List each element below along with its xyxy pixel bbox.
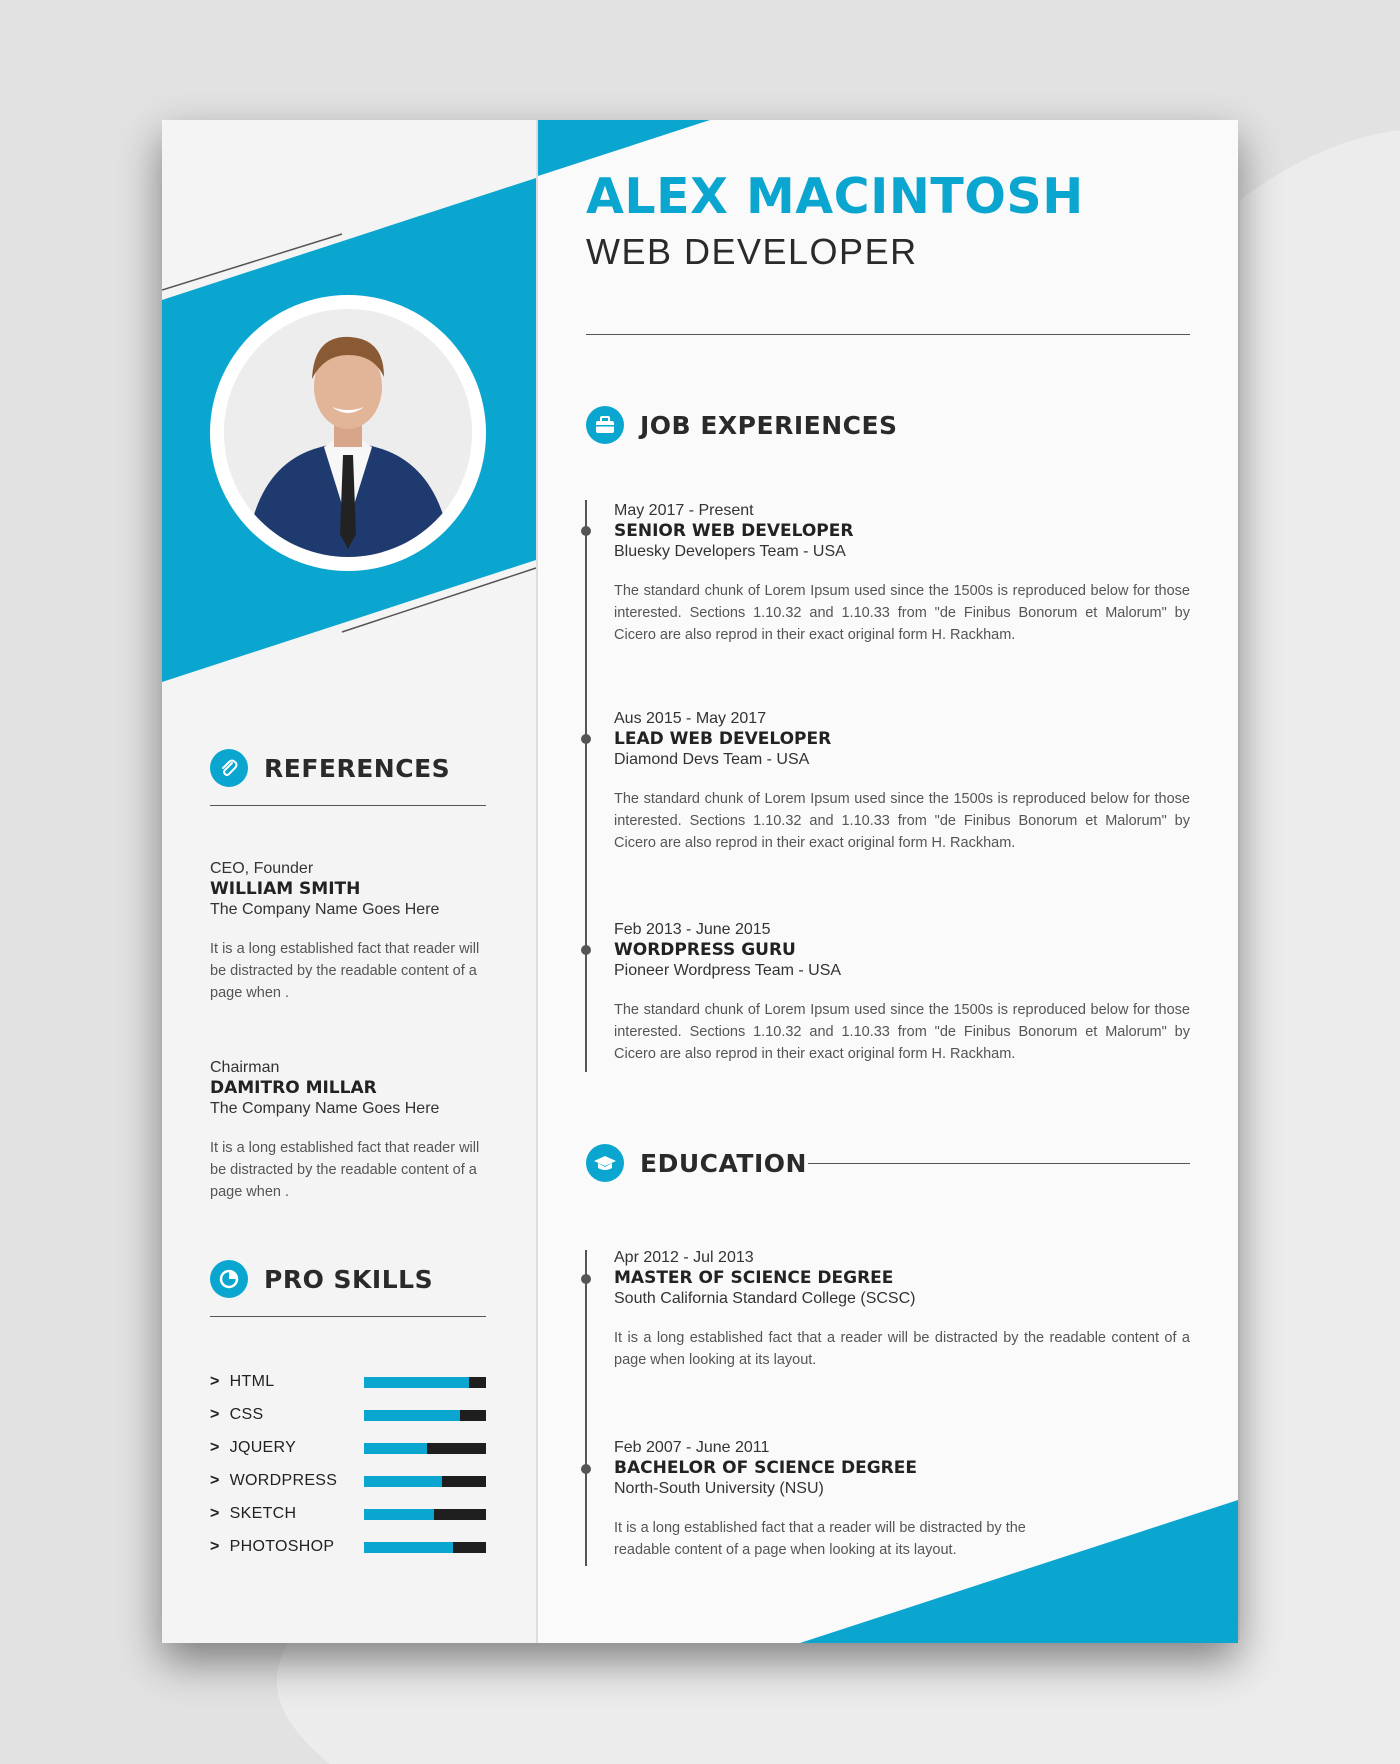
reference-role: CEO, Founder [210, 860, 314, 877]
job-company: Diamond Devs Team - USA [614, 751, 810, 768]
skill-row [210, 1405, 486, 1425]
skills-divider [210, 1316, 486, 1317]
skill-marker: > [210, 1373, 220, 1390]
skill-marker: > [210, 1472, 220, 1489]
skill-row [210, 1504, 486, 1524]
education-description: It is a long established fact that a reader will be distracted by the readable content of a page when looking at its layout. [614, 1330, 1190, 1368]
skills-header [210, 1260, 433, 1298]
skill-bar [364, 1542, 486, 1553]
skill-marker: > [210, 1538, 220, 1555]
skill-marker: > [210, 1505, 220, 1522]
skill-name: WORDPRESS [229, 1472, 338, 1489]
job-item [614, 501, 1190, 646]
skill-name: SKETCH [229, 1505, 297, 1522]
reference-description: It is a long established fact that reader will be distracted by the readable content of a page when . [210, 941, 480, 1001]
job-position: WORDPRESS GURU [614, 940, 796, 960]
education-school: South California Standard College (SCSC) [614, 1290, 916, 1307]
job-position: SENIOR WEB DEVELOPER [614, 521, 854, 541]
education-school: North-South University (NSU) [614, 1480, 824, 1497]
education-header [586, 1144, 807, 1182]
skill-bar [364, 1476, 486, 1487]
job-item [614, 709, 1190, 854]
briefcase-icon [586, 406, 624, 444]
education-description: It is a long established fact that a reader will be distracted by the readable content of a page when looking at its layout. [614, 1520, 1026, 1558]
skill-name: JQUERY [229, 1439, 297, 1456]
candidate-name: ALEX MACINTOSH [586, 168, 1084, 225]
timeline-dot [581, 1464, 591, 1474]
timeline-dot [581, 526, 591, 536]
references-divider [210, 805, 486, 806]
resume-page [162, 120, 1238, 1643]
reference-item [210, 859, 492, 1004]
timeline-dot [581, 1274, 591, 1284]
graduation-cap-icon [586, 1144, 624, 1182]
education-dates: Apr 2012 - Jul 2013 [614, 1249, 754, 1266]
education-title: EDUCATION [640, 1148, 807, 1178]
reference-company: The Company Name Goes Here [210, 1100, 440, 1117]
job-description: The standard chunk of Lorem Ipsum used since the 1500s is reproduced below for those interested. Sections 1.10.32 and 1.10.33 from "de Finibus Bonorum et Malorum" by Cicero are also reprod in their exact original form H. Rackham. [614, 583, 1190, 643]
education-divider [808, 1163, 1190, 1164]
main-content [538, 120, 1238, 1643]
education-degree: BACHELOR OF SCIENCE DEGREE [614, 1458, 917, 1478]
skill-bar-fill [364, 1476, 442, 1487]
pie-chart-icon [210, 1260, 248, 1298]
profile-photo-frame [210, 295, 486, 571]
skill-marker: > [210, 1439, 220, 1456]
job-dates: Aus 2015 - May 2017 [614, 710, 767, 727]
education-degree: MASTER OF SCIENCE DEGREE [614, 1268, 894, 1288]
skill-row [210, 1372, 486, 1392]
skill-bar [364, 1377, 486, 1388]
skill-bar-fill [364, 1509, 434, 1520]
timeline-dot [581, 945, 591, 955]
skill-bar-fill [364, 1377, 469, 1388]
skill-name: CSS [229, 1406, 264, 1423]
job-position: LEAD WEB DEVELOPER [614, 729, 832, 749]
sidebar [162, 120, 536, 1643]
references-header [210, 749, 450, 787]
skill-bar-fill [364, 1443, 427, 1454]
reference-description: It is a long established fact that reader will be distracted by the readable content of a page when . [210, 1140, 480, 1200]
education-timeline [585, 1250, 587, 1566]
timeline-dot [581, 734, 591, 744]
reference-name: WILLIAM SMITH [210, 879, 361, 899]
job-timeline [585, 500, 587, 1072]
skill-name: PHOTOSHOP [229, 1538, 335, 1555]
reference-item [210, 1058, 492, 1203]
reference-role: Chairman [210, 1059, 280, 1076]
reference-company: The Company Name Goes Here [210, 901, 440, 918]
skill-marker: > [210, 1406, 220, 1423]
job-experiences-title: JOB EXPERIENCES [640, 410, 898, 440]
job-dates: Feb 2013 - June 2015 [614, 921, 771, 938]
skill-bar [364, 1509, 486, 1520]
job-description: The standard chunk of Lorem Ipsum used since the 1500s is reproduced below for those interested. Sections 1.10.32 and 1.10.33 from "de Finibus Bonorum et Malorum" by Cicero are also reprod in their exact original form H. Rackham. [614, 1002, 1190, 1062]
education-item [614, 1438, 1074, 1561]
education-item [614, 1248, 1190, 1371]
skill-bar [364, 1443, 486, 1454]
reference-name: DAMITRO MILLAR [210, 1078, 377, 1098]
job-company: Pioneer Wordpress Team - USA [614, 962, 842, 979]
job-item [614, 920, 1190, 1065]
job-experiences-header [586, 406, 898, 444]
profile-photo [224, 309, 472, 557]
skill-row [210, 1537, 486, 1557]
job-description: The standard chunk of Lorem Ipsum used since the 1500s is reproduced below for those interested. Sections 1.10.32 and 1.10.33 from "de Finibus Bonorum et Malorum" by Cicero are also reprod in their exact original form H. Rackham. [614, 791, 1190, 851]
job-dates: May 2017 - Present [614, 502, 754, 519]
skill-bar-fill [364, 1542, 453, 1553]
skill-row [210, 1471, 486, 1491]
job-company: Bluesky Developers Team - USA [614, 543, 846, 560]
skill-row [210, 1438, 486, 1458]
skills-title: PRO SKILLS [264, 1264, 434, 1294]
skill-bar [364, 1410, 486, 1421]
skill-name: HTML [229, 1373, 275, 1390]
skill-bar-fill [364, 1410, 460, 1421]
education-dates: Feb 2007 - June 2011 [614, 1439, 770, 1456]
paperclip-icon [210, 749, 248, 787]
references-title: REFERENCES [264, 753, 451, 783]
header-divider [586, 334, 1190, 335]
candidate-role: WEB DEVELOPER [586, 231, 918, 272]
